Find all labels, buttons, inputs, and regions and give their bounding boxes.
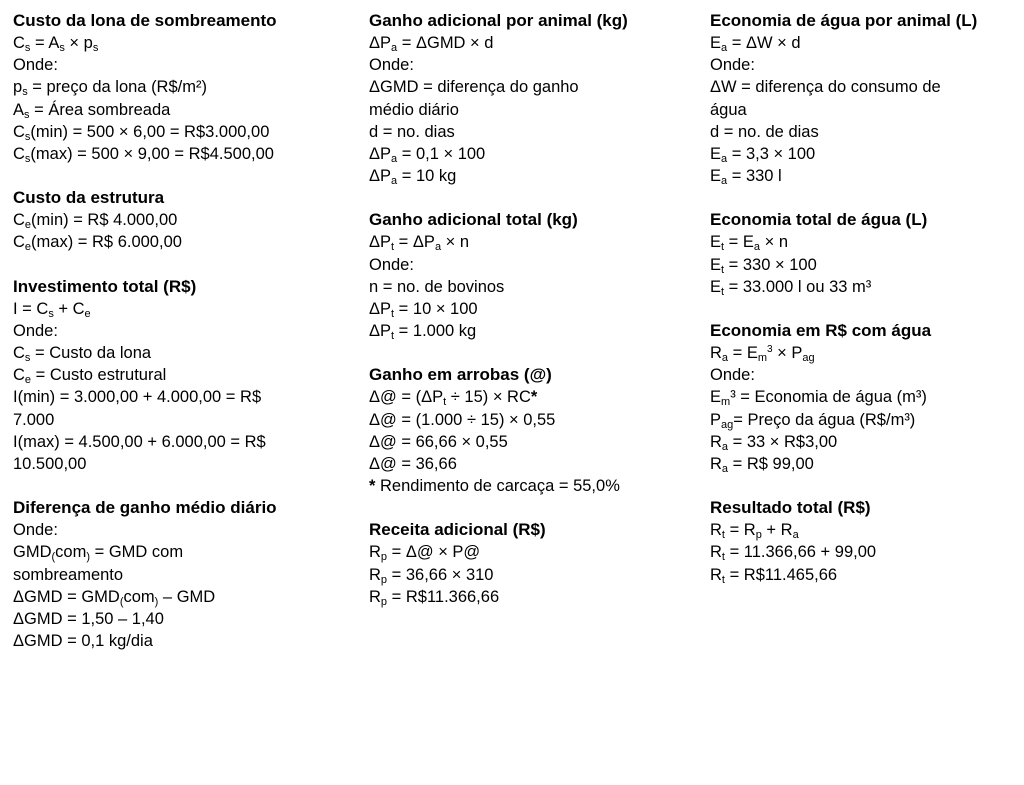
- formula-section: [710, 10, 1020, 187]
- formula-line: $\Delta P_t = \Delta P_a \times n$: [369, 233, 470, 254]
- section-heading: Resultado total (R$): [710, 498, 871, 518]
- formula-line: I(min) = 3.000,00 + 4.000,00 = R$: [13, 388, 262, 407]
- formula-line: ΔGMD = 1,50 – 1,40: [13, 610, 164, 629]
- formula-line: $E_t = E_a \times n$: [710, 233, 788, 254]
- formula-line: $E_a = \Delta W \times d$: [710, 34, 801, 54]
- formula-section: [369, 364, 689, 497]
- formula-line: $\Delta P_t = 1.000$ kg: [369, 322, 477, 343]
- formula-line: $R_p = 36,66 \times 310$: [369, 565, 494, 586]
- formula-line: $R_t = R_p + R_a$: [710, 521, 799, 542]
- formula-line: $C_e(\min)$ = R$ 4.000,00: [13, 211, 178, 232]
- formula-line: $A_s$ = Área sombreada: [13, 100, 171, 121]
- formula-line: $E_a = 3,3 \times 100$: [710, 145, 816, 166]
- formula-line: n = no. de bovinos: [369, 277, 505, 296]
- formula-line: $\Delta P_t = 10 \times 100$: [369, 300, 478, 321]
- formula-line: 7.000: [13, 410, 55, 429]
- formula-line: $\Delta P_a = 0,1 \times 100$: [369, 145, 486, 166]
- formula-section: [369, 10, 689, 187]
- section-heading: Economia total de água (L): [710, 210, 928, 230]
- formula-line: $E_m^3$ = Economia de água (m³): [710, 388, 927, 409]
- formula-line: $C_e(\max)$ = R$ 6.000,00: [13, 233, 182, 254]
- formula-line: Onde:: [13, 521, 58, 540]
- section-heading: Investimento total (R$): [13, 276, 197, 296]
- formula-line: sombreamento: [13, 565, 124, 584]
- formula-section: [13, 10, 348, 165]
- section-heading: Receita adicional (R$): [369, 520, 546, 540]
- section-heading: Ganho adicional por animal (kg): [369, 11, 628, 30]
- formula-line: $R_t$ = R$11.465,66: [710, 565, 838, 586]
- formula-section: [710, 209, 1020, 298]
- formula-line: $P_{ag}=$ Preço da água (R$/m³): [710, 410, 916, 431]
- formula-line: Onde:: [710, 366, 755, 385]
- formula-line: $I = C_s + C_e$: [13, 299, 91, 320]
- section-heading: Diferença de ganho médio diário: [13, 498, 277, 518]
- formula-line: Onde:: [710, 56, 755, 75]
- formula-line: $C_s(\max) = 500 \times 9,00$ = R$4.500,00: [13, 145, 274, 166]
- formula-line: $R_a = E_m^3 \times P_{ag}$: [710, 344, 815, 365]
- formula-line: Onde:: [369, 56, 414, 75]
- formula-section: [369, 519, 689, 608]
- formula-line: $R_p$ = R$11.366,66: [369, 587, 500, 608]
- column-1: [13, 10, 348, 674]
- section-heading: Custo da lona de sombreamento: [13, 11, 277, 30]
- formula-section: [710, 497, 1020, 586]
- formula-line: $\Delta GMD = GMD_(com_)$ – GMD: [13, 587, 216, 608]
- formula-line: $GMD_(com_)$ = GMD com: [13, 543, 184, 564]
- formula-line: d = no. dias: [369, 122, 455, 141]
- formula-line: $R_t = 11.366,66 + 99,00$: [710, 543, 877, 564]
- formula-line: $R_p$ = Δ@ × P@: [369, 543, 481, 564]
- formula-line: Δ@ = 66,66 × 0,55: [369, 432, 508, 451]
- formula-line: $R_a = 33$ × R$3,00: [710, 432, 838, 453]
- section-heading: Economia em R$ com água: [710, 321, 932, 341]
- formula-line: 10.500,00: [13, 455, 87, 474]
- formula-line: $C_e$ = Custo estrutural: [13, 366, 167, 387]
- formula-line: $E_t = 33.000$ l ou 33 m³: [710, 277, 872, 298]
- formula-line: $E_t = 330 \times 100$: [710, 255, 817, 276]
- formula-line: I(max) = 4.500,00 + 6.000,00 = R$: [13, 432, 266, 451]
- formula-section: [13, 497, 348, 652]
- formula-line: $E_a = 330$ l: [710, 167, 782, 188]
- formula-line: $C_s$ = Custo da lona: [13, 344, 152, 365]
- formula-line: $\Delta P_a = \Delta GMD \times d$: [369, 34, 494, 54]
- formula-line: $R_a$ = R$ 99,00: [710, 455, 814, 476]
- formula-line: Δ@ = $(\Delta P_t \div 15) \times RC*$: [369, 388, 538, 409]
- section-heading: Ganho em arrobas (@): [369, 365, 552, 385]
- formula-line: $p_s$ = preço da lona (R$/m²): [13, 78, 207, 99]
- section-heading: Economia de água por animal (L): [710, 11, 978, 30]
- formula-line: Onde:: [13, 321, 58, 340]
- formula-line: Onde:: [13, 56, 58, 75]
- section-heading: Ganho adicional total (kg): [369, 210, 578, 230]
- formula-line: Δ@ = 36,66: [369, 455, 457, 474]
- formula-line: ΔGMD = 0,1 kg/dia: [13, 632, 153, 651]
- formula-line: Δ@ = (1.000 ÷ 15) × 0,55: [369, 410, 556, 429]
- formula-line: ΔW = diferença do consumo de: [710, 78, 941, 97]
- section-heading: Custo da estrutura: [13, 188, 165, 208]
- formula-line: * Rendimento de carcaça = 55,0%: [369, 477, 620, 496]
- formula-line: Onde:: [369, 255, 414, 274]
- formula-line: $\Delta P_a = 10$ kg: [369, 167, 457, 188]
- formula-section: [369, 209, 689, 342]
- column-2: [369, 10, 689, 630]
- formula-section: [710, 320, 1020, 475]
- formula-line: $C_s(\min) = 500 \times 6,00$ = R$3.000,00: [13, 122, 270, 143]
- column-3: [710, 10, 1020, 608]
- formula-line: $C_s = A_s \times p_s$: [13, 34, 99, 54]
- formula-line: água: [710, 100, 747, 119]
- formula-line: ΔGMD = diferença do ganho: [369, 78, 579, 97]
- formula-line: médio diário: [369, 100, 459, 119]
- formula-section: [13, 187, 348, 253]
- formula-section: [13, 276, 348, 476]
- formula-line: d = no. de dias: [710, 122, 819, 141]
